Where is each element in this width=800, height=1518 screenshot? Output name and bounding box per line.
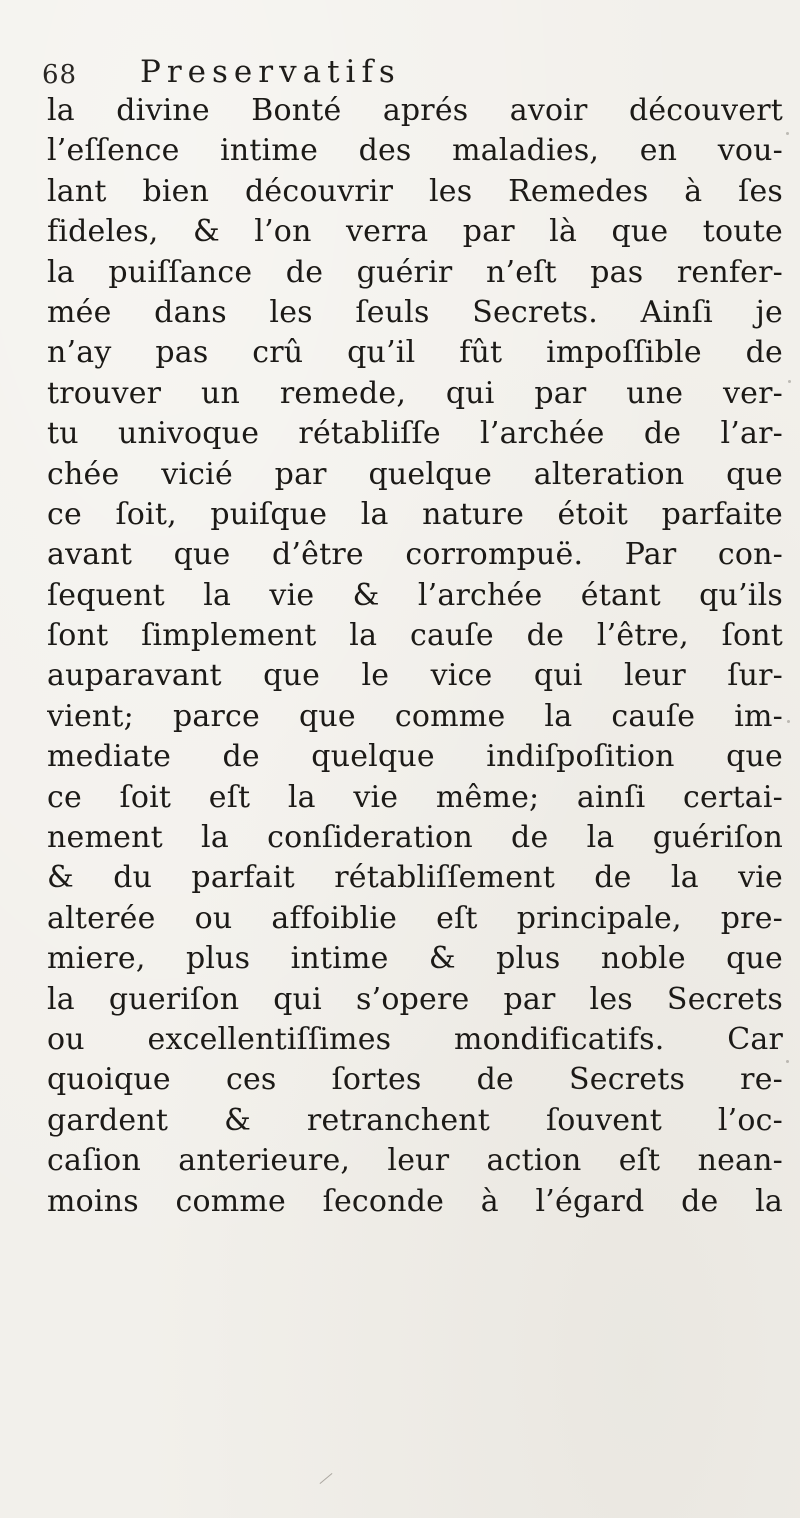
text-line: vient; parce que comme la cauſe im- — [47, 698, 783, 734]
text-line: miere, plus intime & plus noble que — [47, 941, 783, 977]
text-line: chée vicié par quelque alteration que — [47, 456, 783, 492]
text-line: n’ay pas crû qu’il fût impoſſible de — [47, 335, 783, 371]
running-title: Preservatifs — [140, 54, 401, 90]
text-line: la gueriſon qui s’opere par les Secrets — [47, 981, 783, 1017]
text-line: l’eſſence intime des maladies, en vou- — [47, 133, 783, 169]
text-line: moins comme ſeconde à l’égard de la — [47, 1183, 783, 1219]
text-line: quoique ces ſortes de Secrets re- — [47, 1062, 783, 1098]
text-line: lant bien découvrir les Remedes à ſes — [47, 173, 783, 209]
text-line: ce ſoit eſt la vie même; ainſi certai- — [47, 779, 783, 815]
text-line: ce ſoit, puiſque la nature étoit parfaite — [47, 496, 783, 532]
text-line: tu univoque rétabliſſe l’archée de l’ar- — [47, 416, 783, 452]
text-line: mediate de quelque indiſpoſition que — [47, 739, 783, 775]
margin-speck — [787, 720, 790, 723]
margin-speck — [786, 132, 789, 135]
text-line: fideles, & l’on verra par là que toute — [47, 214, 783, 250]
stray-pen-mark — [320, 1473, 333, 1484]
text-line: auparavant que le vice qui leur ſur- — [47, 658, 783, 694]
text-line: gardent & retranchent ſouvent l’oc- — [47, 1102, 783, 1138]
text-line: ſequent la vie & l’archée étant qu’ils — [47, 577, 783, 613]
margin-speck — [786, 1060, 789, 1063]
text-line: caſion anterieure, leur action eſt nean- — [47, 1143, 783, 1179]
text-line: la divine Bonté aprés avoir découvert — [47, 93, 783, 128]
text-line: avant que d’être corrompuë. Par con- — [47, 537, 783, 573]
text-line: nement la conſideration de la guériſon — [47, 820, 783, 856]
margin-speck — [788, 380, 791, 383]
text-line: ou excellentiſſimes mondificatifs. Car — [47, 1021, 783, 1057]
text-line: mée dans les ſeuls Secrets. Ainſi je — [47, 294, 783, 330]
text-line: trouver un remede, qui par une ver- — [47, 375, 783, 411]
body-text — [47, 91, 795, 1222]
text-line: alterée ou affoiblie eſt principale, pre- — [47, 900, 783, 936]
text-line: ſont ſimplement la cauſe de l’être, ſont — [47, 618, 783, 654]
page-number: 68 — [42, 60, 78, 90]
text-line: la puiſſance de guérir n’eſt pas renfer- — [47, 254, 783, 290]
text-line: & du parfait rétabliſſement de la vie — [47, 860, 783, 896]
